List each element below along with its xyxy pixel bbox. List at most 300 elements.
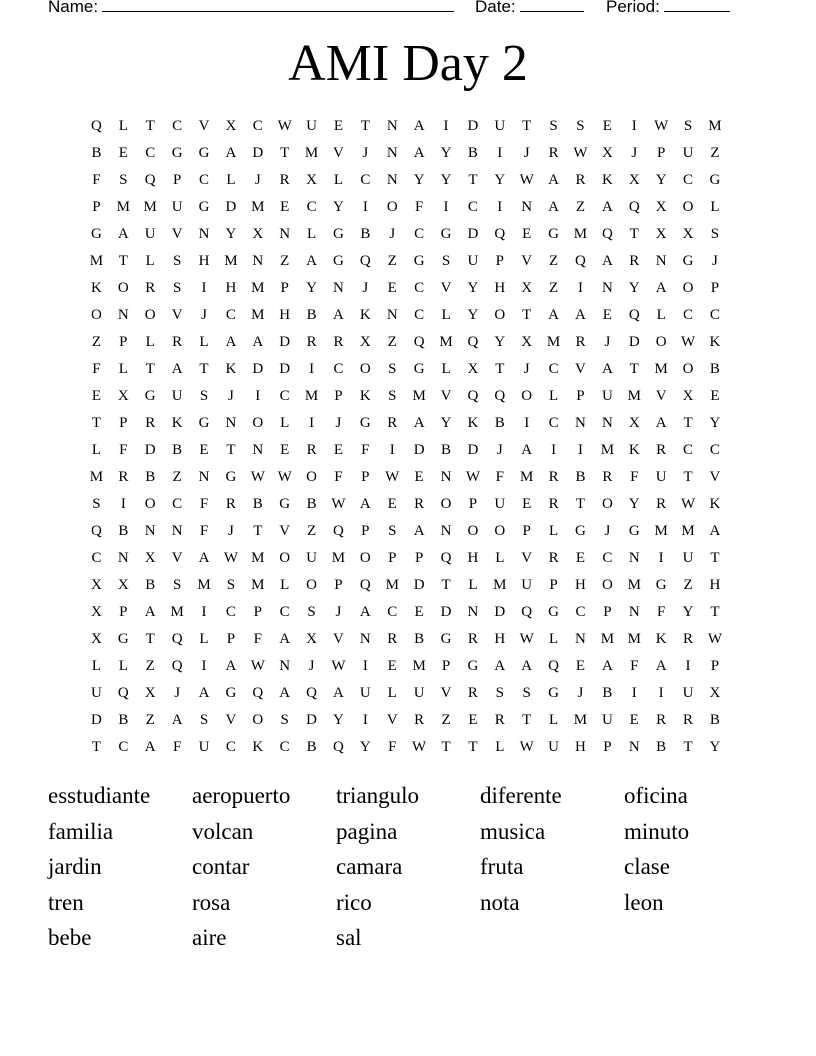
grid-letter[interactable]: F xyxy=(119,442,128,458)
grid-letter[interactable]: P xyxy=(603,739,612,755)
grid-letter[interactable]: Q xyxy=(359,253,371,269)
grid-letter[interactable]: Q xyxy=(440,550,452,566)
grid-letter[interactable]: P xyxy=(549,577,558,593)
grid-letter[interactable]: G xyxy=(548,226,559,242)
grid-letter[interactable]: B xyxy=(91,145,102,161)
grid-letter[interactable]: T xyxy=(710,550,720,566)
grid-letter[interactable]: U xyxy=(655,469,667,485)
name-line[interactable] xyxy=(102,0,454,12)
grid-letter[interactable]: L xyxy=(118,658,128,674)
grid-letter[interactable]: E xyxy=(387,280,397,296)
grid-letter[interactable]: P xyxy=(388,550,397,566)
grid-letter[interactable]: P xyxy=(441,658,451,674)
grid-letter[interactable]: F xyxy=(172,739,182,755)
grid-letter[interactable]: W xyxy=(331,658,346,674)
grid-letter[interactable]: T xyxy=(118,253,128,269)
grid-letter[interactable]: N xyxy=(279,658,291,674)
grid-letter[interactable]: J xyxy=(362,145,369,161)
grid-letter[interactable]: D xyxy=(628,334,640,350)
grid-letter[interactable]: A xyxy=(494,658,506,674)
grid-letter[interactable]: P xyxy=(468,496,478,512)
grid-letter[interactable]: Y xyxy=(709,739,721,755)
grid-letter[interactable]: M xyxy=(116,199,130,215)
grid-letter[interactable]: I xyxy=(524,415,530,431)
grid-letter[interactable]: C xyxy=(279,739,290,755)
grid-letter[interactable]: M xyxy=(627,577,641,593)
grid-letter[interactable]: L xyxy=(118,361,128,377)
grid-letter[interactable]: O xyxy=(306,577,317,593)
grid-letter[interactable]: Q xyxy=(467,388,479,404)
grid-letter[interactable]: U xyxy=(601,712,613,728)
grid-letter[interactable]: W xyxy=(654,118,669,134)
grid-letter[interactable]: I xyxy=(201,280,207,296)
grid-letter[interactable]: V xyxy=(333,145,344,161)
grid-letter[interactable]: T xyxy=(280,145,290,161)
grid-letter[interactable]: X xyxy=(682,388,694,404)
grid-letter[interactable]: A xyxy=(333,307,344,323)
grid-letter[interactable]: I xyxy=(309,361,315,377)
grid-letter[interactable]: M xyxy=(304,388,319,404)
grid-letter[interactable]: O xyxy=(279,550,291,566)
grid-letter[interactable]: Q xyxy=(494,226,506,242)
grid-letter[interactable]: Q xyxy=(333,739,344,755)
grid-letter[interactable]: U xyxy=(91,685,102,701)
grid-letter[interactable]: R xyxy=(575,172,586,188)
grid-letter[interactable]: G xyxy=(440,631,452,647)
grid-letter[interactable]: P xyxy=(603,604,612,620)
grid-letter[interactable]: V xyxy=(171,550,183,566)
grid-letter[interactable]: G xyxy=(91,226,102,242)
grid-letter[interactable]: A xyxy=(548,172,559,188)
grid-letter[interactable]: A xyxy=(413,415,425,431)
grid-letter[interactable]: L xyxy=(280,415,290,431)
grid-letter[interactable]: M xyxy=(654,361,668,377)
grid-letter[interactable]: P xyxy=(280,280,289,296)
grid-letter[interactable]: V xyxy=(655,388,667,404)
grid-letter[interactable]: K xyxy=(359,388,371,404)
grid-letter[interactable]: R xyxy=(306,442,317,458)
grid-letter[interactable]: R xyxy=(467,631,478,647)
grid-letter[interactable]: C xyxy=(683,307,694,323)
grid-letter[interactable]: S xyxy=(388,523,397,539)
grid-letter[interactable]: M xyxy=(600,631,615,647)
grid-letter[interactable]: D xyxy=(467,442,479,458)
grid-letter[interactable]: G xyxy=(198,145,210,161)
grid-letter[interactable]: Y xyxy=(333,712,344,728)
grid-letter[interactable]: U xyxy=(494,118,506,134)
grid-letter[interactable]: F xyxy=(92,361,101,377)
grid-letter[interactable]: N xyxy=(117,307,129,323)
grid-letter[interactable]: Y xyxy=(359,739,371,755)
grid-letter[interactable]: N xyxy=(386,307,398,323)
grid-letter[interactable]: X xyxy=(521,334,533,350)
grid-letter[interactable]: Y xyxy=(709,415,721,431)
grid-letter[interactable]: C xyxy=(548,361,559,377)
grid-letter[interactable]: K xyxy=(467,415,479,431)
grid-letter[interactable]: Y xyxy=(333,199,344,215)
grid-letter[interactable]: T xyxy=(468,172,478,188)
grid-letter[interactable]: U xyxy=(171,199,183,215)
grid-letter[interactable]: G xyxy=(198,199,210,215)
grid-letter[interactable]: F xyxy=(361,442,370,458)
grid-letter[interactable]: R xyxy=(494,712,505,728)
grid-letter[interactable]: S xyxy=(226,577,236,593)
grid-letter[interactable]: H xyxy=(494,631,506,647)
grid-letter[interactable]: P xyxy=(226,631,236,647)
grid-letter[interactable]: R xyxy=(118,469,129,485)
grid-letter[interactable]: C xyxy=(709,307,720,323)
grid-letter[interactable]: R xyxy=(629,253,640,269)
grid-letter[interactable]: B xyxy=(656,739,667,755)
grid-letter[interactable]: E xyxy=(199,442,209,458)
grid-letter[interactable]: A xyxy=(601,253,613,269)
grid-letter[interactable]: D xyxy=(91,712,102,728)
grid-letter[interactable]: J xyxy=(604,334,611,350)
grid-letter[interactable]: D xyxy=(279,361,291,377)
grid-letter[interactable]: B xyxy=(306,739,317,755)
grid-letter[interactable]: T xyxy=(253,523,263,539)
grid-letter[interactable]: C xyxy=(387,604,398,620)
grid-letter[interactable]: X xyxy=(306,631,317,647)
grid-letter[interactable]: O xyxy=(494,307,506,323)
grid-letter[interactable]: T xyxy=(91,739,102,755)
grid-letter[interactable]: K xyxy=(91,280,102,296)
grid-letter[interactable]: S xyxy=(388,388,397,404)
grid-letter[interactable]: C xyxy=(414,226,425,242)
grid-letter[interactable]: L xyxy=(495,739,505,755)
grid-letter[interactable]: P xyxy=(253,604,262,620)
grid-letter[interactable]: X xyxy=(306,172,317,188)
grid-letter[interactable]: K xyxy=(709,334,721,350)
grid-letter[interactable]: N xyxy=(521,199,533,215)
grid-letter[interactable]: G xyxy=(440,226,452,242)
grid-letter[interactable]: J xyxy=(631,145,638,161)
grid-letter[interactable]: H xyxy=(225,280,237,296)
grid-letter[interactable]: Z xyxy=(280,253,290,269)
grid-letter[interactable]: Y xyxy=(655,172,667,188)
grid-letter[interactable]: B xyxy=(306,307,317,323)
grid-letter[interactable]: E xyxy=(414,604,424,620)
grid-letter[interactable]: O xyxy=(601,496,613,512)
grid-letter[interactable]: P xyxy=(576,388,585,404)
grid-letter[interactable]: Q xyxy=(521,604,533,620)
grid-letter[interactable]: R xyxy=(145,415,156,431)
grid-letter[interactable]: A xyxy=(655,415,667,431)
grid-letter[interactable]: G xyxy=(575,523,586,539)
grid-letter[interactable]: I xyxy=(551,442,557,458)
grid-letter[interactable]: N xyxy=(171,523,183,539)
grid-letter[interactable]: I xyxy=(577,442,583,458)
grid-letter[interactable]: Y xyxy=(467,307,479,323)
grid-letter[interactable]: X xyxy=(628,415,640,431)
grid-letter[interactable]: Q xyxy=(467,334,479,350)
grid-letter[interactable]: B xyxy=(145,577,156,593)
grid-letter[interactable]: X xyxy=(601,145,613,161)
grid-letter[interactable]: S xyxy=(172,577,182,593)
grid-letter[interactable]: C xyxy=(225,604,236,620)
grid-letter[interactable]: X xyxy=(117,577,129,593)
grid-letter[interactable]: L xyxy=(333,172,344,188)
grid-letter[interactable]: D xyxy=(467,226,479,242)
grid-letter[interactable]: I xyxy=(631,118,637,134)
grid-letter[interactable]: O xyxy=(601,577,613,593)
grid-letter[interactable]: Y xyxy=(225,226,237,242)
grid-letter[interactable]: Y xyxy=(440,145,452,161)
grid-letter[interactable]: Z xyxy=(575,199,586,215)
grid-letter[interactable]: X xyxy=(709,685,721,701)
grid-letter[interactable]: A xyxy=(333,685,344,701)
grid-letter[interactable]: R xyxy=(548,469,559,485)
grid-letter[interactable]: V xyxy=(225,712,237,728)
grid-letter[interactable]: O xyxy=(682,361,694,377)
grid-letter[interactable]: A xyxy=(521,442,533,458)
grid-letter[interactable]: A xyxy=(413,523,425,539)
grid-letter[interactable]: Z xyxy=(387,334,397,350)
grid-letter[interactable]: J xyxy=(577,685,584,701)
grid-letter[interactable]: V xyxy=(198,118,210,134)
grid-letter[interactable]: G xyxy=(709,172,721,188)
grid-letter[interactable]: C xyxy=(602,550,613,566)
grid-letter[interactable]: T xyxy=(468,739,478,755)
grid-letter[interactable]: O xyxy=(655,334,667,350)
grid-letter[interactable]: Z xyxy=(145,658,155,674)
grid-letter[interactable]: A xyxy=(225,658,237,674)
grid-letter[interactable]: M xyxy=(224,253,238,269)
grid-letter[interactable]: Z xyxy=(710,145,720,161)
grid-letter[interactable]: U xyxy=(306,118,317,134)
grid-letter[interactable]: U xyxy=(682,685,694,701)
grid-letter[interactable]: C xyxy=(225,739,236,755)
grid-letter[interactable]: A xyxy=(279,685,291,701)
grid-letter[interactable]: G xyxy=(548,604,559,620)
grid-letter[interactable]: I xyxy=(389,442,395,458)
grid-letter[interactable]: Y xyxy=(440,172,452,188)
grid-letter[interactable]: P xyxy=(522,523,531,539)
grid-letter[interactable]: W xyxy=(277,118,292,134)
grid-letter[interactable]: G xyxy=(225,685,237,701)
grid-letter[interactable]: O xyxy=(252,712,264,728)
grid-letter[interactable]: W xyxy=(277,469,292,485)
grid-letter[interactable]: J xyxy=(523,361,530,377)
grid-letter[interactable]: W xyxy=(680,334,696,350)
grid-letter[interactable]: L xyxy=(549,523,559,539)
grid-letter[interactable]: M xyxy=(304,145,319,161)
grid-letter[interactable]: Y xyxy=(467,280,479,296)
grid-letter[interactable]: R xyxy=(172,334,183,350)
grid-letter[interactable]: Y xyxy=(628,280,640,296)
grid-letter[interactable]: R xyxy=(333,334,344,350)
grid-letter[interactable]: Q xyxy=(548,658,559,674)
grid-letter[interactable]: A xyxy=(144,739,156,755)
grid-letter[interactable]: A xyxy=(655,280,667,296)
grid-letter[interactable]: A xyxy=(521,658,533,674)
grid-letter[interactable]: E xyxy=(333,118,344,134)
grid-letter[interactable]: Y xyxy=(494,334,506,350)
grid-letter[interactable]: I xyxy=(362,712,368,728)
grid-letter[interactable]: A xyxy=(225,145,237,161)
grid-letter[interactable]: L xyxy=(549,388,559,404)
grid-letter[interactable]: Z xyxy=(683,577,693,593)
grid-letter[interactable]: T xyxy=(226,442,236,458)
grid-letter[interactable]: E xyxy=(629,712,639,728)
grid-letter[interactable]: C xyxy=(548,415,559,431)
grid-letter[interactable]: I xyxy=(201,604,207,620)
grid-letter[interactable]: Q xyxy=(91,118,102,134)
grid-letter[interactable]: N xyxy=(575,631,586,647)
grid-letter[interactable]: D xyxy=(306,712,317,728)
grid-letter[interactable]: N xyxy=(601,280,613,296)
grid-letter[interactable]: O xyxy=(467,523,479,539)
grid-letter[interactable]: J xyxy=(308,658,315,674)
grid-letter[interactable]: X xyxy=(117,388,129,404)
grid-letter[interactable]: A xyxy=(198,685,210,701)
grid-letter[interactable]: Y xyxy=(306,280,317,296)
grid-letter[interactable]: L xyxy=(118,118,128,134)
grid-letter[interactable]: G xyxy=(628,523,640,539)
grid-letter[interactable]: I xyxy=(631,685,637,701)
grid-letter[interactable]: B xyxy=(118,712,129,728)
grid-letter[interactable]: Y xyxy=(494,172,506,188)
grid-letter[interactable]: A xyxy=(225,334,237,350)
grid-letter[interactable]: T xyxy=(683,415,693,431)
grid-letter[interactable]: E xyxy=(522,226,532,242)
grid-letter[interactable]: A xyxy=(601,658,613,674)
grid-letter[interactable]: T xyxy=(575,496,586,512)
grid-letter[interactable]: V xyxy=(440,685,452,701)
grid-letter[interactable]: K xyxy=(628,442,640,458)
grid-letter[interactable]: F xyxy=(253,631,262,647)
grid-letter[interactable]: A xyxy=(279,631,291,647)
grid-letter[interactable]: M xyxy=(385,577,399,593)
date-line[interactable] xyxy=(520,0,584,12)
grid-letter[interactable]: F xyxy=(334,469,343,485)
grid-letter[interactable]: G xyxy=(655,577,667,593)
grid-letter[interactable]: P xyxy=(414,550,424,566)
grid-letter[interactable]: C xyxy=(199,172,210,188)
grid-letter[interactable]: S xyxy=(683,118,693,134)
grid-letter[interactable]: G xyxy=(467,658,479,674)
grid-letter[interactable]: A xyxy=(575,307,586,323)
grid-letter[interactable]: I xyxy=(309,415,315,431)
grid-letter[interactable]: R xyxy=(656,442,667,458)
grid-letter[interactable]: O xyxy=(306,469,317,485)
grid-letter[interactable]: S xyxy=(280,712,289,728)
grid-letter[interactable]: J xyxy=(201,307,207,323)
grid-letter[interactable]: J xyxy=(712,253,718,269)
grid-letter[interactable]: T xyxy=(629,226,639,242)
grid-letter[interactable]: V xyxy=(709,469,721,485)
grid-letter[interactable]: L xyxy=(226,172,236,188)
grid-letter[interactable]: W xyxy=(707,631,723,647)
grid-letter[interactable]: K xyxy=(601,172,613,188)
grid-letter[interactable]: N xyxy=(628,739,640,755)
grid-letter[interactable]: J xyxy=(389,226,396,242)
grid-letter[interactable]: E xyxy=(280,442,290,458)
grid-letter[interactable]: G xyxy=(413,361,425,377)
grid-letter[interactable]: M xyxy=(251,307,265,323)
grid-letter[interactable]: W xyxy=(331,496,346,512)
grid-letter[interactable]: C xyxy=(279,604,290,620)
grid-letter[interactable]: N xyxy=(279,226,291,242)
grid-letter[interactable]: K xyxy=(252,739,264,755)
grid-letter[interactable]: C xyxy=(467,199,478,215)
grid-letter[interactable]: H xyxy=(709,577,721,593)
grid-letter[interactable]: M xyxy=(412,658,426,674)
grid-letter[interactable]: Q xyxy=(413,334,425,350)
grid-letter[interactable]: F xyxy=(656,604,666,620)
grid-letter[interactable]: E xyxy=(575,550,586,566)
grid-letter[interactable]: R xyxy=(387,631,398,647)
grid-letter[interactable]: I xyxy=(255,388,261,404)
grid-letter[interactable]: M xyxy=(573,226,588,242)
grid-letter[interactable]: F xyxy=(388,739,397,755)
grid-letter[interactable]: W xyxy=(680,496,696,512)
grid-letter[interactable]: B xyxy=(575,469,586,485)
grid-letter[interactable]: E xyxy=(118,145,128,161)
grid-letter[interactable]: X xyxy=(655,226,667,242)
grid-letter[interactable]: A xyxy=(655,658,667,674)
grid-letter[interactable]: X xyxy=(521,280,533,296)
grid-letter[interactable]: N xyxy=(225,415,237,431)
grid-letter[interactable]: C xyxy=(145,145,156,161)
grid-letter[interactable]: N xyxy=(252,442,264,458)
grid-letter[interactable]: V xyxy=(171,226,183,242)
grid-letter[interactable]: K xyxy=(709,496,721,512)
grid-letter[interactable]: R xyxy=(414,712,425,728)
grid-letter[interactable]: G xyxy=(279,496,291,512)
grid-letter[interactable]: X xyxy=(225,118,237,134)
grid-letter[interactable]: F xyxy=(414,199,424,215)
grid-letter[interactable]: N xyxy=(655,253,667,269)
grid-letter[interactable]: B xyxy=(172,442,183,458)
grid-letter[interactable]: A xyxy=(198,550,210,566)
grid-letter[interactable]: U xyxy=(171,388,183,404)
grid-letter[interactable]: O xyxy=(91,307,102,323)
grid-letter[interactable]: L xyxy=(280,577,290,593)
grid-letter[interactable]: C xyxy=(360,172,371,188)
grid-letter[interactable]: S xyxy=(495,685,504,701)
grid-letter[interactable]: S xyxy=(172,280,182,296)
grid-letter[interactable]: Q xyxy=(601,226,613,242)
grid-letter[interactable]: O xyxy=(359,550,371,566)
grid-letter[interactable]: Z xyxy=(549,253,559,269)
grid-letter[interactable]: K xyxy=(171,415,183,431)
grid-letter[interactable]: Z xyxy=(387,253,397,269)
grid-letter[interactable]: A xyxy=(601,199,613,215)
grid-letter[interactable]: U xyxy=(306,550,317,566)
grid-letter[interactable]: L xyxy=(199,334,209,350)
grid-letter[interactable]: R xyxy=(467,685,478,701)
grid-letter[interactable]: Q xyxy=(494,388,506,404)
grid-letter[interactable]: S xyxy=(172,253,182,269)
grid-letter[interactable]: R xyxy=(145,280,156,296)
grid-letter[interactable]: N xyxy=(628,604,640,620)
grid-letter[interactable]: E xyxy=(333,442,344,458)
grid-letter[interactable]: P xyxy=(361,469,370,485)
grid-letter[interactable]: S xyxy=(199,388,209,404)
grid-letter[interactable]: J xyxy=(523,145,530,161)
grid-letter[interactable]: W xyxy=(519,631,534,647)
grid-letter[interactable]: O xyxy=(144,496,156,512)
grid-letter[interactable]: K xyxy=(225,361,237,377)
grid-letter[interactable]: R xyxy=(225,496,236,512)
grid-letter[interactable]: J xyxy=(604,523,611,539)
grid-letter[interactable]: D xyxy=(440,604,452,620)
grid-letter[interactable]: E xyxy=(468,712,478,728)
grid-letter[interactable]: W xyxy=(519,172,534,188)
grid-letter[interactable]: N xyxy=(467,604,479,620)
grid-letter[interactable]: M xyxy=(170,604,184,620)
